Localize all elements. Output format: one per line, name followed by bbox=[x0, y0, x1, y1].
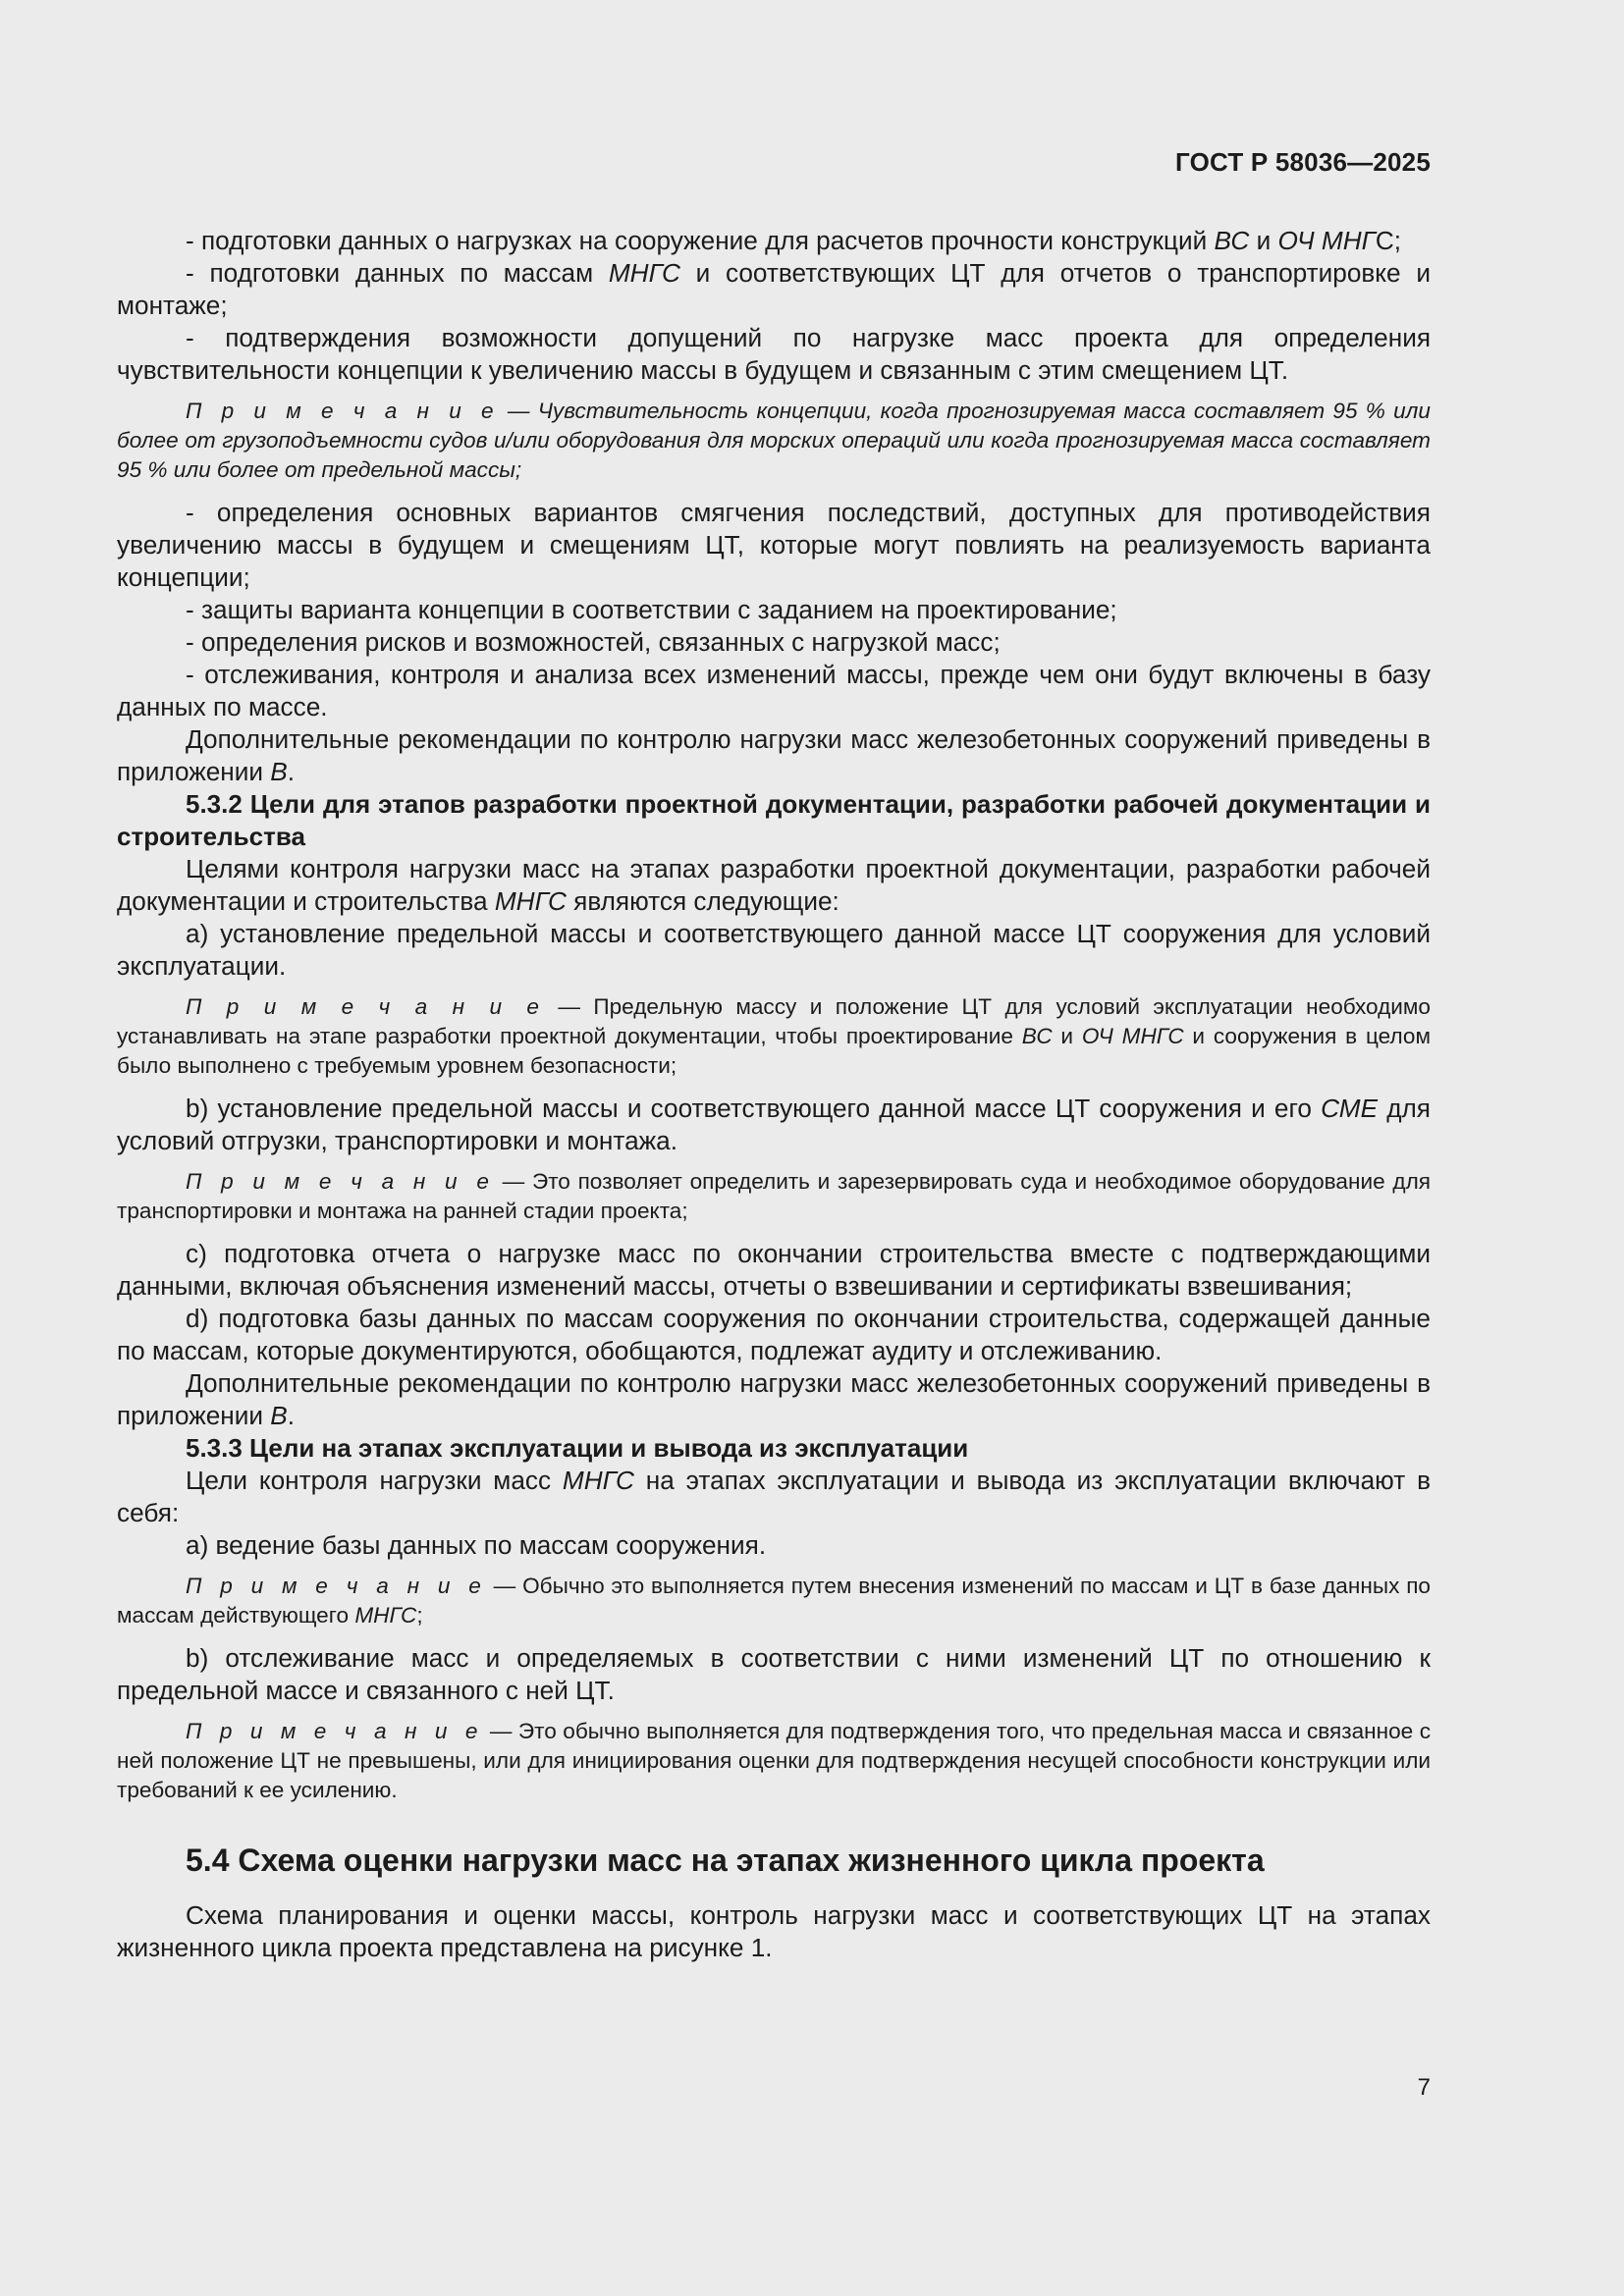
paragraph: - подготовки данных по массам МНГС и соответствующих ЦТ для отчетов о транспортировке и монтаже; bbox=[117, 258, 1431, 320]
document-number: ГОСТ Р 58036—2025 bbox=[1175, 147, 1431, 177]
list-item: с) подготовка отчета о нагрузке масс по окончании строительства вместе с подтверждающими данными, включая объяснения изменений массы, отчеты о взвешивании и сертификаты взвешивания; bbox=[117, 1239, 1431, 1301]
paragraph: - подтверждения возможности допущений по нагрузке масс проекта для определения чувствительности концепции к увеличению массы в будущем и связанным с этим смещением ЦТ. bbox=[117, 323, 1431, 385]
paragraph: - подготовки данных о нагрузках на сооружение для расчетов прочности конструкций ВС и ОЧ МНГС; bbox=[186, 226, 1402, 255]
section-heading-5-3-3: 5.3.3 Цели на этапах эксплуатации и вывода из эксплуатации bbox=[186, 1433, 969, 1463]
note: П р и м е ч а н и е — Это обычно выполняется для подтверждения того, что предельная масса и связанное с ней положение ЦТ не превышены, или для инициирования оценки для подтверждения несущей способности конструкции или требований к ее усилению. bbox=[117, 1719, 1431, 1802]
page-number: 7 bbox=[1417, 2074, 1431, 2101]
paragraph: Схема планирования и оценки массы, контроль нагрузки масс и соответствующих ЦТ на этапах жизненного цикла проекта представлена на рисунке 1. bbox=[117, 1900, 1431, 1962]
note-label: П р и м е ч а н и е bbox=[186, 1574, 487, 1598]
list-item: а) установление предельной массы и соответствующего данной массе ЦТ сооружения для условий эксплуатации. bbox=[117, 919, 1431, 981]
note-label: П р и м е ч а н и е bbox=[186, 1169, 495, 1194]
page-content bbox=[117, 225, 1431, 1964]
list-item: b) отслеживание масс и определяемых в соответствии с ними изменений ЦТ по отношению к предельной массе и связанного с ней ЦТ. bbox=[117, 1643, 1431, 1705]
paragraph: Цели контроля нагрузки масс МНГС на этапах эксплуатации и вывода из эксплуатации включают в себя: bbox=[117, 1466, 1431, 1527]
note: П р и м е ч а н и е — Чувствительность концепции, когда прогнозируемая масса составляет 95 % или более от грузоподъемности судов и/или оборудования для морских операций или когда прогнозируемая масса составляет 95 % или более от предельной массы; bbox=[117, 399, 1431, 482]
paragraph: - определения рисков и возможностей, связанных с нагрузкой масс; bbox=[186, 627, 1001, 657]
paragraph: Дополнительные рекомендации по контролю нагрузки масс железобетонных сооружений приведены в приложении В. bbox=[117, 1368, 1431, 1430]
list-item: d) подготовка базы данных по массам сооружения по окончании строительства, содержащей данные по массам, которые документируются, обобщаются, подлежат аудиту и отслеживанию. bbox=[117, 1304, 1431, 1365]
paragraph: Дополнительные рекомендации по контролю нагрузки масс железобетонных сооружений приведены в приложении В. bbox=[117, 724, 1431, 786]
note: П р и м е ч а н и е — Это позволяет определить и зарезервировать суда и необходимое оборудование для транспортировки и монтажа на ранней стадии проекта; bbox=[117, 1169, 1431, 1223]
note-label: П р и м е ч а н и е bbox=[186, 399, 500, 423]
paragraph: - определения основных вариантов смягчения последствий, доступных для противодействия увеличению массы в будущем и смещениям ЦТ, которые могут повлиять на реализуемость варианта концепции; bbox=[117, 498, 1431, 592]
list-item: b) установление предельной массы и соответствующего данной массе ЦТ сооружения и его СМЕ для условий отгрузки, транспортировки и монтажа. bbox=[117, 1094, 1431, 1155]
paragraph: - защиты варианта концепции в соответствии с заданием на проектирование; bbox=[186, 595, 1117, 624]
note: П р и м е ч а н и е — Предельную массу и положение ЦТ для условий эксплуатации необходимо устанавливать на этапе разработки проектной документации, чтобы проектирование ВС и ОЧ МНГС и сооружения в целом было выполнено с требуемым уровнем безопасности; bbox=[117, 994, 1431, 1078]
note-label: П р и м е ч а н и е bbox=[186, 1719, 484, 1743]
paragraph: Целями контроля нагрузки масс на этапах разработки проектной документации, разработки рабочей документации и строительства МНГС являются следующие: bbox=[117, 854, 1431, 916]
note: П р и м е ч а н и е — Обычно это выполняется путем внесения изменений по массам и ЦТ в базе данных по массам действующего МНГС; bbox=[117, 1574, 1431, 1628]
list-item: а) ведение базы данных по массам сооружения. bbox=[186, 1530, 767, 1560]
section-heading-5-3-2: 5.3.2 Цели для этапов разработки проектной документации, разработки рабочей документации и строительства bbox=[117, 789, 1431, 851]
paragraph: - отслеживания, контроля и анализа всех изменений массы, прежде чем они будут включены в базу данных по массе. bbox=[117, 660, 1431, 721]
section-heading-5-4: 5.4 Схема оценки нагрузки масс на этапах жизненного цикла проекта bbox=[186, 1842, 1265, 1878]
note-label: П р и м е ч а н и е bbox=[186, 994, 545, 1019]
